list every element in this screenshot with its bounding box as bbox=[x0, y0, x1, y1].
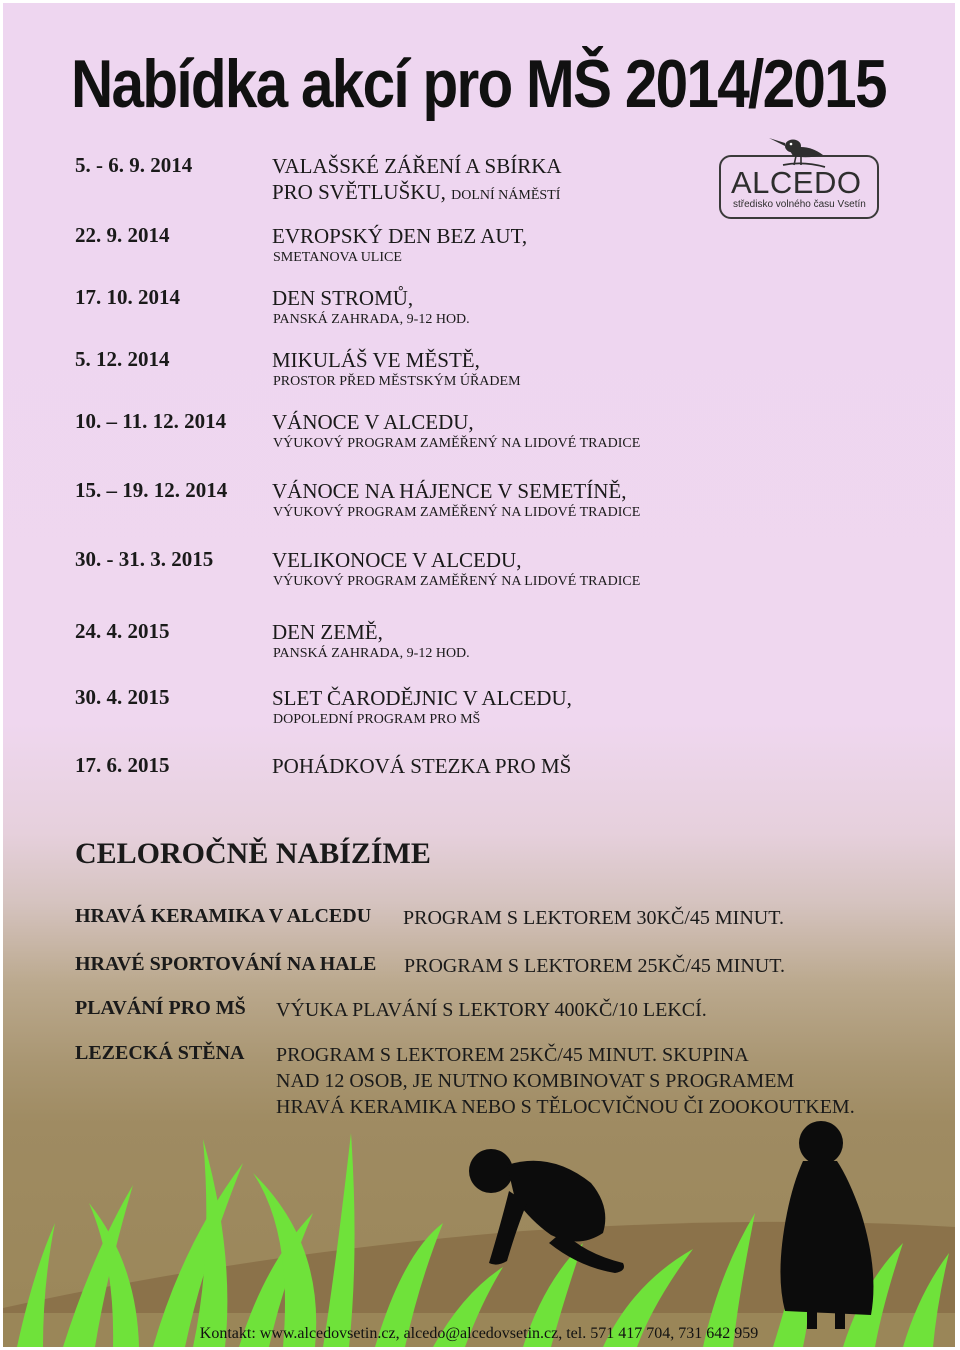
offer-name: HRAVÉ SPORTOVÁNÍ NA HALE bbox=[75, 953, 377, 975]
page-title: Nabídka akcí pro MŠ 2014/2015 bbox=[71, 46, 886, 122]
standing-girl-silhouette bbox=[780, 1121, 873, 1329]
event-detail: VÝUKOVÝ PROGRAM ZAMĚŘENÝ NA LIDOVÉ TRADICE bbox=[273, 436, 641, 451]
offer-desc: VÝUKA PLAVÁNÍ S LEKTORY 400KČ/10 LEKCÍ. bbox=[276, 999, 707, 1021]
event-date: 17. 6. 2015 bbox=[75, 753, 170, 777]
grass-and-children-illustration bbox=[3, 1103, 955, 1347]
poster bbox=[3, 3, 955, 1347]
event-name: VÁNOCE NA HÁJENCE V SEMETÍNĚ, bbox=[272, 479, 627, 503]
event-date: 5. 12. 2014 bbox=[75, 347, 170, 371]
event-detail: PROSTOR PŘED MĚSTSKÝM ÚŘADEM bbox=[273, 374, 521, 389]
alcedo-logo bbox=[719, 129, 881, 221]
logo-brand: ALCEDO bbox=[731, 165, 862, 200]
event-date: 5. - 6. 9. 2014 bbox=[75, 153, 193, 177]
event-place: DOLNÍ NÁMĚSTÍ bbox=[451, 188, 561, 203]
event-date: 24. 4. 2015 bbox=[75, 619, 170, 643]
event-detail: VÝUKOVÝ PROGRAM ZAMĚŘENÝ NA LIDOVÉ TRADICE bbox=[273, 505, 641, 520]
event-date: 30. - 31. 3. 2015 bbox=[75, 547, 214, 571]
event-date: 22. 9. 2014 bbox=[75, 223, 170, 247]
event-name: VÁNOCE V ALCEDU, bbox=[272, 410, 474, 434]
event-name: MIKULÁŠ VE MĚSTĚ, bbox=[272, 348, 480, 372]
offer-desc-line1: PROGRAM S LEKTOREM 25KČ/45 MINUT. SKUPINA bbox=[276, 1044, 749, 1066]
event-name: DEN ZEMĚ, bbox=[272, 620, 383, 644]
event-name: EVROPSKÝ DEN BEZ AUT, bbox=[272, 224, 528, 248]
offer-name: HRAVÁ KERAMIKA V ALCEDU bbox=[75, 905, 372, 927]
event-date: 17. 10. 2014 bbox=[75, 285, 180, 309]
offer-desc-line2: NAD 12 OSOB, JE NUTNO KOMBINOVAT S PROGRAMEM bbox=[276, 1070, 795, 1092]
event-date: 10. – 11. 12. 2014 bbox=[75, 409, 227, 433]
event-name: VELIKONOCE V ALCEDU, bbox=[272, 548, 522, 572]
offer-desc: PROGRAM S LEKTOREM 30KČ/45 MINUT. bbox=[403, 907, 784, 929]
event-name-line1: VALAŠSKÉ ZÁŘENÍ A SBÍRKA bbox=[272, 154, 562, 178]
event-name-line2: PRO SVĚTLUŠKU, bbox=[272, 180, 446, 204]
offer-name: PLAVÁNÍ PRO MŠ bbox=[75, 997, 246, 1019]
event-detail: SMETANOVA ULICE bbox=[273, 250, 402, 265]
offer-name: LEZECKÁ STĚNA bbox=[75, 1042, 245, 1064]
contact-line: Kontakt: www.alcedovsetin.cz, alcedo@alcedovsetin.cz, tel. 571 417 704, 731 642 959 bbox=[199, 1325, 759, 1342]
offer-desc: PROGRAM S LEKTOREM 25KČ/45 MINUT. bbox=[404, 955, 785, 977]
event-name: DEN STROMŮ, bbox=[272, 286, 414, 310]
event-detail: DOPOLEDNÍ PROGRAM PRO MŠ bbox=[273, 712, 481, 727]
logo-subtitle: středisko volného času Vsetín bbox=[733, 199, 866, 210]
event-date: 15. – 19. 12. 2014 bbox=[75, 478, 228, 502]
event-date: 30. 4. 2015 bbox=[75, 685, 170, 709]
year-round-title: CELOROČNĚ NABÍZÍME bbox=[75, 837, 431, 870]
event-detail: VÝUKOVÝ PROGRAM ZAMĚŘENÝ NA LIDOVÉ TRADICE bbox=[273, 574, 641, 589]
event-detail: PANSKÁ ZAHRADA, 9-12 HOD. bbox=[273, 646, 470, 661]
event-name: SLET ČARODĚJNIC V ALCEDU, bbox=[272, 686, 572, 710]
event-detail: PANSKÁ ZAHRADA, 9-12 HOD. bbox=[273, 312, 470, 327]
offer-desc-line3: HRAVÁ KERAMIKA NEBO S TĚLOCVIČNOU ČI ZOOKOUTKEM. bbox=[276, 1096, 855, 1118]
event-name: POHÁDKOVÁ STEZKA PRO MŠ bbox=[272, 754, 572, 778]
event-name bbox=[272, 153, 562, 209]
